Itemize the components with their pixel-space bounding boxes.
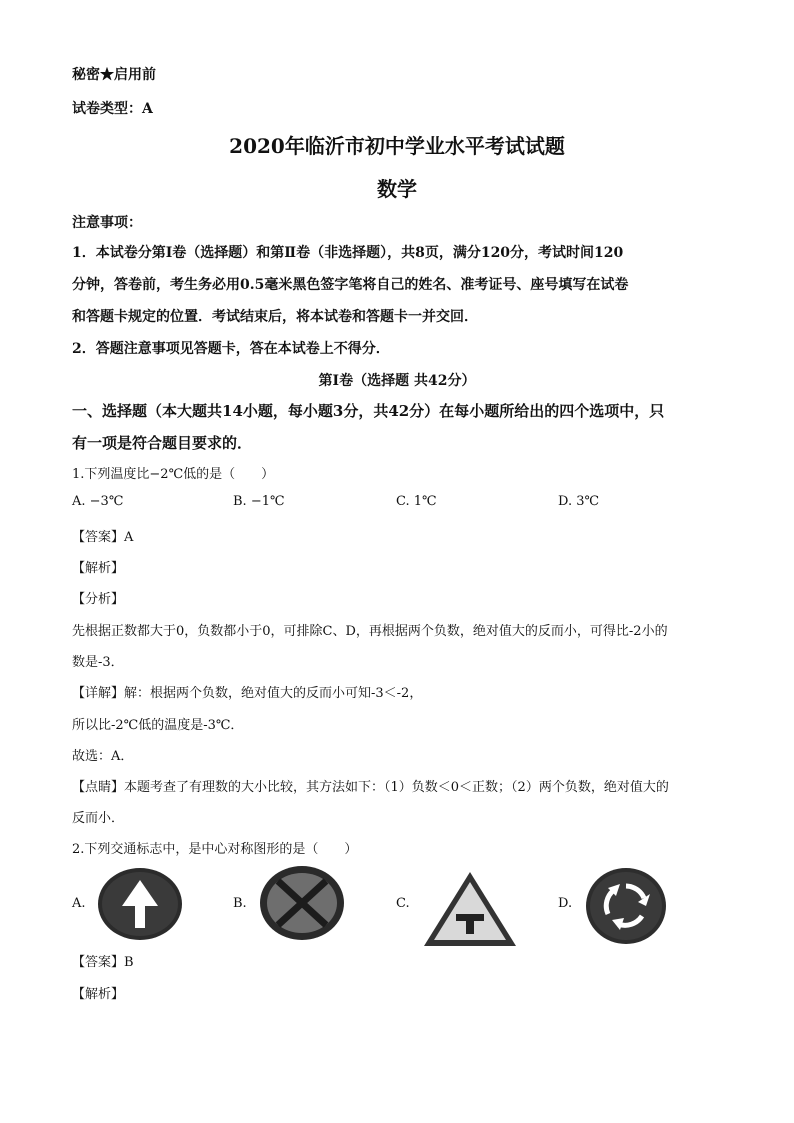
q2-option-c: C. [396, 896, 410, 911]
exam-title: 2020年临沂市初中学业水平考试试题 [229, 134, 565, 158]
q1-fenxi: 【分析】 [72, 592, 125, 607]
no-stopping-sign-icon [258, 864, 346, 942]
q1-option-c: C. 1℃ [396, 494, 437, 509]
subject-title: 数学 [377, 177, 417, 201]
notes-item2: 2．答题注意事项见答题卡，答在本试卷上不得分． [72, 341, 390, 357]
q2-jiexi: 【解析】 [72, 987, 125, 1002]
q1-jiexi: 【解析】 [72, 561, 125, 576]
section-intro-line2: 有一项是符合题目要求的． [72, 434, 253, 452]
section-title: 第Ⅰ卷（选择题 共42分） [318, 373, 476, 389]
notes-item1-line3: 和答题卡规定的位置．考试结束后，将本试卷和答题卡一并交回． [72, 309, 478, 325]
q1-analysis-line1: 先根据正数都大于0，负数都小于0，可排除C、D，再根据两个负数，绝对值大的反而小，可得比-2小的 [72, 624, 668, 639]
q1-detail-line1: 【详解】解：根据两个负数，绝对值大的反而小可知-3＜-2， [72, 686, 423, 701]
q1-analysis-line2: 数是-3． [72, 655, 124, 670]
q1-option-a: A. −3℃ [72, 494, 124, 509]
q1-option-d: D. 3℃ [558, 494, 600, 509]
q1-detail-line3: 故选：A． [72, 749, 134, 764]
q1-answer: 【答案】A [72, 530, 134, 545]
notes-item1-line1: 1．本试卷分第Ⅰ卷（选择题）和第Ⅱ卷（非选择题），共8页，满分120分，考试时间120 [72, 245, 624, 261]
notes-heading: 注意事项： [72, 215, 142, 231]
q1-comment-line1: 【点睛】本题考查了有理数的大小比较，其方法如下：（1）负数＜0＜正数；（2）两个负数，绝对值大的 [72, 780, 669, 795]
secret-label: 秘密★启用前 [72, 67, 156, 83]
q1-option-b: B. −1℃ [233, 494, 285, 509]
q2-option-b: B. [233, 896, 247, 911]
t-junction-sign-icon [422, 868, 518, 950]
q2-option-d: D. [558, 896, 573, 911]
section-intro-line1: 一、选择题（本大题共14小题，每小题3分，共42分）在每小题所给出的四个选项中，只 [72, 402, 665, 420]
roundabout-sign-icon [584, 866, 668, 946]
q2-option-a: A. [72, 896, 86, 911]
q2-stem: 2.下列交通标志中，是中心对称图形的是（ ） [72, 842, 358, 857]
q1-stem: 1.下列温度比−2℃低的是（ ） [72, 467, 275, 482]
q2-answer: 【答案】B [72, 955, 134, 970]
notes-item1-line2: 分钟，答卷前，考生务必用0.5毫米黑色签字笔将自己的姓名、准考证号、座号填写在试卷 [72, 277, 629, 293]
q1-comment-line2: 反而小． [72, 811, 125, 826]
q1-detail-line2: 所以比-2℃低的温度是-3℃． [72, 718, 244, 733]
up-arrow-sign-icon [96, 866, 184, 942]
paper-type-label: 试卷类型：A [72, 101, 153, 117]
